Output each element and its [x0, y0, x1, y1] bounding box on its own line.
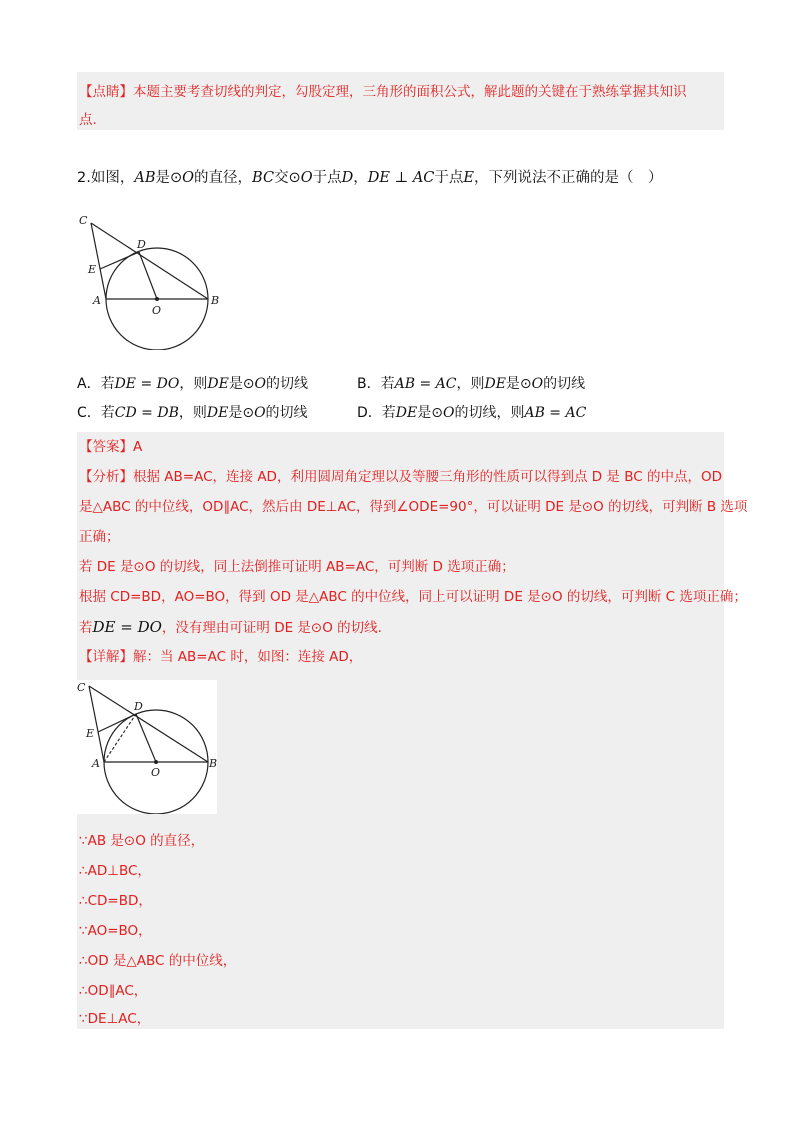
option-a[interactable]: A．若DE = DO，则DE是⊙O的切线 [77, 376, 309, 392]
analysis-line-4: 若 DE 是⊙O 的切线，同上法倒推可证明 AB=AC，可判断 D 选项正确； [79, 559, 515, 575]
step-3: ∴CD=BD， [79, 893, 152, 909]
tip-line-2: 点. [79, 112, 97, 128]
option-c[interactable]: C．若CD = DB，则DE是⊙O的切线 [77, 405, 308, 421]
analysis-line-3: 正确； [79, 529, 120, 545]
label-d-2: D [134, 700, 143, 713]
answer-box [77, 432, 748, 1029]
step-7: ∵DE⊥AC， [79, 1011, 151, 1027]
detail-line: 【详解】解：当 AB=AC 时，如图：连接 AD， [79, 649, 363, 665]
label-b: B [211, 294, 220, 307]
step-6: ∴OD∥AC， [79, 983, 148, 999]
geometry-figure-1 [78, 210, 238, 350]
tip-tag: 【点睛】 [79, 84, 133, 100]
label-c-2: C [77, 681, 86, 694]
step-4: ∵AO=BO， [79, 923, 152, 939]
label-d: D [137, 238, 146, 251]
question-text: 2.如图，AB是⊙O的直径，BC交⊙O于点D，DE ⊥ AC于点E，下列说法不正确的是（ ） [77, 170, 663, 186]
segment-ca [91, 223, 106, 299]
tip-line-1: 【点睛】本题主要考查切线的判定，勾股定理，三角形的面积公式，解此题的关键在于熟练掌握其知识 [79, 84, 687, 100]
option-d[interactable]: D．若DE是⊙O的切线，则AB = AC [357, 405, 587, 421]
label-a-2: A [92, 757, 100, 770]
geometry-figure-2 [77, 680, 217, 814]
label-o: O [152, 304, 162, 317]
center-point-2 [154, 760, 158, 764]
label-a: A [93, 294, 101, 307]
label-e-2: E [86, 727, 95, 740]
segment-de [100, 252, 139, 269]
label-e: E [88, 263, 97, 276]
step-2: ∴AD⊥BC， [79, 863, 151, 879]
answer-label: 【答案】A [79, 439, 143, 455]
analysis-line-6: 若DE = DO，没有理由可证明 DE 是⊙O 的切线. [79, 618, 382, 636]
option-b[interactable]: B．若AB = AC，则DE是⊙O的切线 [357, 376, 586, 392]
label-o-2: O [151, 766, 161, 779]
tip-box [77, 72, 724, 130]
segment-od [139, 252, 157, 299]
analysis-line-1: 【分析】根据 AB=AC，连接 AD，利用圆周角定理以及等腰三角形的性质可以得到点 D 是 BC 的中点，OD [79, 469, 722, 485]
label-c: C [79, 214, 88, 227]
analysis-line-5: 根据 CD=BD，AO=BO，得到 OD 是△ABC 的中位线，同上可以证明 DE 是⊙O 的切线，可判断 C 选项正确； [79, 589, 747, 605]
step-5: ∴OD 是△ABC 的中位线， [79, 953, 237, 969]
label-b-2: B [209, 757, 217, 770]
step-1: ∵AB 是⊙O 的直径， [79, 833, 205, 849]
analysis-line-2: 是△ABC 的中位线，OD∥AC，然后由 DE⊥AC，得到∠ODE=90°，可以证明 DE 是⊙O 的切线，可判断 B 选项 [79, 499, 748, 515]
center-point [155, 297, 159, 301]
